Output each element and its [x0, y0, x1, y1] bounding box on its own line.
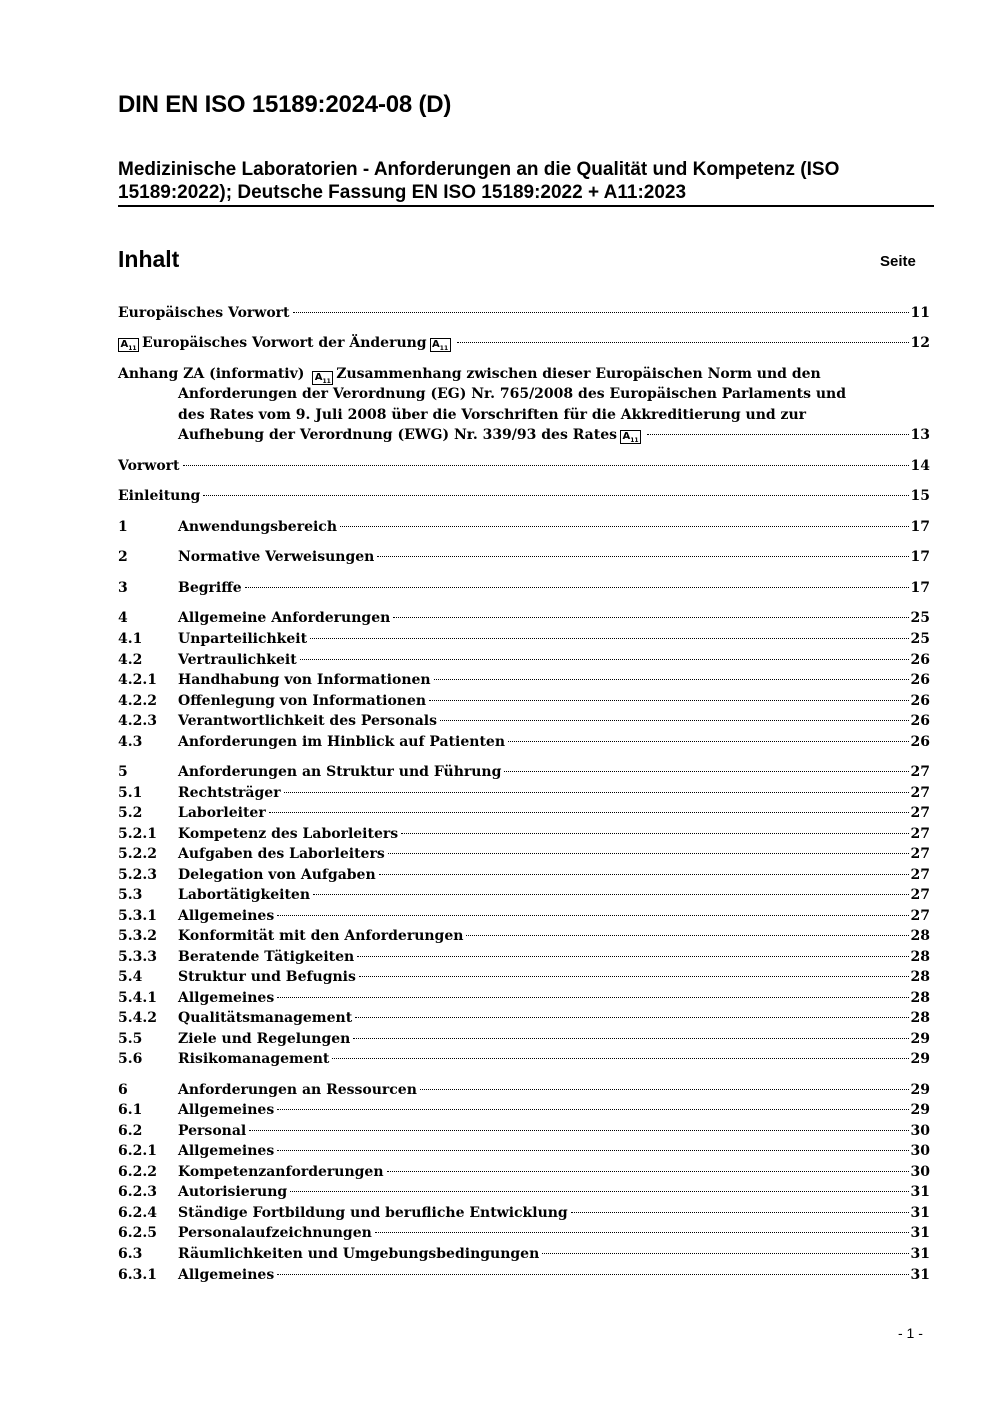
- toc-entry-label: Vertraulichkeit: [178, 652, 297, 668]
- toc-entry-label: Beratende Tätigkeiten: [178, 949, 355, 965]
- toc-entry-number: 5.2.1: [118, 826, 157, 842]
- toc-entry-page: 26: [910, 672, 930, 688]
- toc-entry-label: Delegation von Aufgaben: [178, 867, 376, 883]
- toc-entry-label: Laborleiter: [178, 805, 266, 821]
- toc-entry-label: Begriffe: [178, 580, 242, 596]
- toc-entry-label: Risikomanagement: [178, 1051, 330, 1067]
- toc-entry-page: 28: [910, 969, 930, 985]
- toc-entry[interactable]: [118, 629, 930, 649]
- toc-entry-label: Anforderungen an Struktur und Führung: [178, 764, 502, 780]
- toc-entry-page: 27: [910, 887, 930, 903]
- toc-entry-page: 27: [910, 826, 930, 842]
- toc-entry[interactable]: [118, 844, 930, 864]
- toc-entry-number: 6.3: [118, 1246, 143, 1262]
- toc-entry-number: 6.2.5: [118, 1225, 157, 1241]
- toc-entry-page: 29: [910, 1051, 930, 1067]
- toc-entry-number: 6.2.2: [118, 1164, 157, 1180]
- toc-entry-page: 31: [910, 1225, 930, 1241]
- toc-entry[interactable]: [118, 906, 930, 926]
- toc-entry-page: 31: [910, 1267, 930, 1283]
- leader-dots: [313, 894, 909, 895]
- toc-entry-page: 30: [910, 1123, 930, 1139]
- toc-entry-label: Allgemeines: [178, 1102, 275, 1118]
- leader-dots: [300, 659, 909, 660]
- toc-entry-label: Räumlichkeiten und Umgebungsbedingungen: [178, 1246, 540, 1262]
- leader-dots: [379, 874, 909, 875]
- toc-entry-page: 27: [910, 908, 930, 924]
- toc-entry-label: Ziele und Regelungen: [178, 1031, 351, 1047]
- toc-entry[interactable]: [118, 1162, 930, 1182]
- toc-entry-page: 31: [910, 1184, 930, 1200]
- leader-dots: [375, 1232, 909, 1233]
- toc-entry[interactable]: [118, 1141, 930, 1161]
- toc-entry-page: 17: [910, 549, 930, 565]
- toc-entry-page: 11: [910, 305, 930, 321]
- subtitle-line-1: Medizinische Laboratorien - Anforderungen an die Qualität und Kompetenz (ISO: [118, 159, 840, 180]
- toc-entry-number: 6.1: [118, 1102, 143, 1118]
- toc-entry-number: 2: [118, 549, 128, 565]
- toc-entry[interactable]: [118, 803, 930, 823]
- toc-entry-page: 27: [910, 867, 930, 883]
- toc-entry-number: 5.4.2: [118, 1010, 157, 1026]
- toc-entry[interactable]: [118, 1121, 930, 1141]
- toc-entry-page: 27: [910, 764, 930, 780]
- toc-entry-label: Personalaufzeichnungen: [178, 1225, 372, 1241]
- toc-entry-page: 26: [910, 713, 930, 729]
- leader-dots: [504, 771, 908, 772]
- toc-entry-number: 5.3: [118, 887, 143, 903]
- toc-entry[interactable]: [118, 762, 930, 782]
- toc-entry[interactable]: [118, 578, 930, 598]
- toc-entry-number: 5.3.1: [118, 908, 157, 924]
- page-column-label: Seite: [880, 253, 916, 270]
- toc-entry[interactable]: [118, 824, 930, 844]
- toc-entry-number: 4.2.2: [118, 693, 157, 709]
- toc-entry[interactable]: [118, 1182, 930, 1202]
- toc-entry-label: Europäisches Vorwort: [118, 305, 290, 321]
- leader-dots: [245, 587, 909, 588]
- leader-dots: [429, 700, 908, 701]
- toc-entry-number: 4.2.3: [118, 713, 157, 729]
- toc-entry-number: 5.3.2: [118, 928, 157, 944]
- toc-entry-number: 4.3: [118, 734, 143, 750]
- toc-entry-page: 26: [910, 693, 930, 709]
- toc-entry-label: Struktur und Befugnis: [178, 969, 356, 985]
- leader-dots: [284, 792, 909, 793]
- annex-text-line-1: Zusammenhang zwischen dieser Europäischen Norm und den: [336, 366, 821, 382]
- annex-line-3[interactable]: des Rates vom 9. Juli 2008 über die Vorschriften für die Akkreditierung und zur: [178, 407, 807, 423]
- toc-entry-page: 30: [910, 1143, 930, 1159]
- toc-entry-label: Labortätigkeiten: [178, 887, 311, 903]
- toc-entry[interactable]: [118, 732, 930, 752]
- leader-dots: [277, 1109, 908, 1110]
- leader-dots: [571, 1212, 909, 1213]
- toc-entry[interactable]: [118, 1100, 930, 1120]
- toc-entry[interactable]: [118, 333, 930, 353]
- toc-entry-number: 6.3.1: [118, 1267, 157, 1283]
- toc-entry-page: 26: [910, 734, 930, 750]
- toc-entry[interactable]: [118, 711, 930, 731]
- toc-entry-page: 29: [910, 1102, 930, 1118]
- toc-entry[interactable]: [118, 1203, 930, 1223]
- toc-entry-number: 4.1: [118, 631, 143, 647]
- toc-entry[interactable]: [118, 783, 930, 803]
- toc-entry-page: 29: [910, 1082, 930, 1098]
- toc-entry-page: 28: [910, 949, 930, 965]
- toc-entry-number: 5: [118, 764, 128, 780]
- toc-entry-label: Allgemeines: [178, 1267, 275, 1283]
- toc-entry-label: Vorwort: [118, 458, 180, 474]
- toc-entry-label: Normative Verweisungen: [178, 549, 375, 565]
- toc-entry-number: 1: [118, 519, 128, 535]
- toc-entry-number: 5.2: [118, 805, 143, 821]
- toc-entry-label: Einleitung: [118, 488, 201, 504]
- toc-entry-label: Verantwortlichkeit des Personals: [178, 713, 437, 729]
- leader-dots: [357, 956, 908, 957]
- toc-entry-number: 4.2.1: [118, 672, 157, 688]
- toc-entry-page: 25: [910, 631, 930, 647]
- leader-dots: [249, 1130, 908, 1131]
- toc-entry-label: Qualitätsmanagement: [178, 1010, 353, 1026]
- toc-entry-page: 28: [910, 990, 930, 1006]
- toc-entry-label: Konformität mit den Anforderungen: [178, 928, 464, 944]
- leader-dots: [359, 976, 909, 977]
- toc-entry-number: 6: [118, 1082, 128, 1098]
- toc-entry-label: Kompetenzanforderungen: [178, 1164, 384, 1180]
- toc-entry-page: 30: [910, 1164, 930, 1180]
- toc-entry[interactable]: [118, 1008, 930, 1028]
- toc-entry-label: Allgemeines: [178, 1143, 275, 1159]
- toc-entry[interactable]: [118, 1029, 930, 1049]
- leader-dots: [388, 853, 909, 854]
- annex-line-1[interactable]: [118, 364, 821, 385]
- toc-heading: Inhalt: [118, 246, 180, 272]
- toc-entry-page: 14: [910, 458, 930, 474]
- annex-line-2[interactable]: Anforderungen der Verordnung (EG) Nr. 765/2008 des Europäischen Parlaments und: [178, 386, 847, 402]
- toc-entry[interactable]: [118, 608, 930, 628]
- annex-page: 13: [910, 427, 930, 443]
- toc-entry[interactable]: [118, 691, 930, 711]
- toc-entry[interactable]: [118, 303, 930, 323]
- toc-entry[interactable]: [118, 967, 930, 987]
- toc-entry-label: Anforderungen an Ressourcen: [178, 1082, 417, 1098]
- leader-dots: [466, 935, 908, 936]
- toc-entry[interactable]: [118, 1223, 930, 1243]
- annex-prefix: Anhang ZA (informativ): [118, 366, 305, 382]
- toc-entry-page: 27: [910, 846, 930, 862]
- leader-dots: [542, 1253, 908, 1254]
- toc-entry-label: Ständige Fortbildung und berufliche Entwicklung: [178, 1205, 568, 1221]
- page-number: - 1 -: [898, 1325, 923, 1341]
- leader-dots: [269, 812, 909, 813]
- toc-entry[interactable]: [118, 1244, 930, 1264]
- toc-entry-label: Allgemeine Anforderungen: [178, 610, 391, 626]
- toc-entry-label: Offenlegung von Informationen: [178, 693, 427, 709]
- leader-dots: [647, 434, 909, 435]
- toc-entry[interactable]: [118, 1265, 930, 1285]
- toc-entry[interactable]: [118, 926, 930, 946]
- toc-entry-number: 6.2.4: [118, 1205, 157, 1221]
- toc-entry[interactable]: [118, 650, 930, 670]
- toc-entry-page: 31: [910, 1246, 930, 1262]
- leader-dots: [377, 556, 908, 557]
- leader-dots: [290, 1191, 908, 1192]
- toc-entry-page: 25: [910, 610, 930, 626]
- toc-entry-page: 27: [910, 805, 930, 821]
- toc-entry-page: 17: [910, 519, 930, 535]
- toc-entry-number: 5.5: [118, 1031, 143, 1047]
- toc-entry-number: 5.3.3: [118, 949, 157, 965]
- toc-entry-label: Rechtsträger: [178, 785, 281, 801]
- leader-dots: [393, 617, 908, 618]
- toc-entry[interactable]: [118, 456, 930, 476]
- toc-entry-label: Europäisches Vorwort der Änderung: [142, 335, 427, 351]
- toc-entry[interactable]: [118, 547, 930, 567]
- amendment-end-icon: $A_{11}$: [430, 338, 451, 352]
- leader-dots: [310, 638, 908, 639]
- leader-dots: [293, 312, 909, 313]
- leader-dots: [508, 741, 909, 742]
- toc-entry-number: 5.4.1: [118, 990, 157, 1006]
- toc-entry-page: 27: [910, 785, 930, 801]
- toc-entry-number: 5.4: [118, 969, 143, 985]
- toc-entry-page: 17: [910, 580, 930, 596]
- toc-entry[interactable]: [118, 947, 930, 967]
- leader-dots: [277, 997, 908, 998]
- annex-line-4[interactable]: [118, 425, 930, 445]
- toc-entry-page: 26: [910, 652, 930, 668]
- leader-dots: [277, 1150, 908, 1151]
- toc-entry-number: 5.2.2: [118, 846, 157, 862]
- toc-entry-number: 5.1: [118, 785, 143, 801]
- toc-entry-number: 6.2.3: [118, 1184, 157, 1200]
- leader-dots: [434, 679, 909, 680]
- toc-entry[interactable]: [118, 1080, 930, 1100]
- leader-dots: [401, 833, 908, 834]
- toc-entry-number: 5.6: [118, 1051, 143, 1067]
- leader-dots: [340, 526, 909, 527]
- leader-dots: [355, 1017, 908, 1018]
- toc-entry[interactable]: [118, 1049, 930, 1069]
- amendment-start-icon: $A_{11}$: [118, 338, 139, 352]
- leader-dots: [183, 465, 909, 466]
- leader-dots: [203, 495, 908, 496]
- toc-entry-label: Kompetenz des Laborleiters: [178, 826, 399, 842]
- toc-entry-label: Anwendungsbereich: [178, 519, 337, 535]
- leader-dots: [332, 1058, 908, 1059]
- toc-entry-page: 15: [910, 488, 930, 504]
- leader-dots: [440, 720, 909, 721]
- leader-dots: [277, 1274, 908, 1275]
- leader-dots: [277, 915, 908, 916]
- amendment-end-icon: $A_{11}$: [620, 430, 641, 444]
- toc-entry[interactable]: [118, 865, 930, 885]
- toc-entry-page: 28: [910, 928, 930, 944]
- toc-entry-label: Autorisierung: [178, 1184, 288, 1200]
- leader-dots: [387, 1171, 909, 1172]
- toc-entry-label: Aufgaben des Laborleiters: [178, 846, 385, 862]
- toc-entry-label: Unparteilichkeit: [178, 631, 308, 647]
- toc-entry-label: Handhabung von Informationen: [178, 672, 431, 688]
- toc-entry[interactable]: [118, 670, 930, 690]
- toc-entry-number: 5.2.3: [118, 867, 157, 883]
- toc-entry[interactable]: [118, 517, 930, 537]
- toc-entry-page: 31: [910, 1205, 930, 1221]
- toc-entry[interactable]: [118, 885, 930, 905]
- leader-dots: [420, 1089, 909, 1090]
- toc-entry-number: 3: [118, 580, 128, 596]
- toc-entry-number: 4: [118, 610, 128, 626]
- toc-entry-number: 6.2: [118, 1123, 143, 1139]
- annex-text-line-4: Aufhebung der Verordnung (EWG) Nr. 339/93 des Rates: [178, 427, 618, 443]
- document-title: DIN EN ISO 15189:2024-08 (D): [118, 91, 452, 118]
- toc-entry-page: 29: [910, 1031, 930, 1047]
- toc-entry-page: 12: [910, 335, 930, 351]
- subtitle-line-2: 15189:2022); Deutsche Fassung EN ISO 15189:2022 + A11:2023: [118, 182, 687, 203]
- toc-entry-number: 4.2: [118, 652, 143, 668]
- leader-dots: [457, 342, 909, 343]
- toc-entry-label: Allgemeines: [178, 990, 275, 1006]
- toc-entry[interactable]: [118, 486, 930, 506]
- toc-entry-number: 6.2.1: [118, 1143, 157, 1159]
- toc-entry-label: Anforderungen im Hinblick auf Patienten: [178, 734, 506, 750]
- toc-entry[interactable]: [118, 988, 930, 1008]
- toc-entry-label: Allgemeines: [178, 908, 275, 924]
- toc-entry-page: 28: [910, 1010, 930, 1026]
- title-divider: [118, 205, 934, 207]
- document-subtitle: [118, 158, 898, 204]
- leader-dots: [353, 1038, 908, 1039]
- amendment-start-icon: $A_{11}$: [312, 371, 333, 385]
- toc-entry-label: Personal: [178, 1123, 247, 1139]
